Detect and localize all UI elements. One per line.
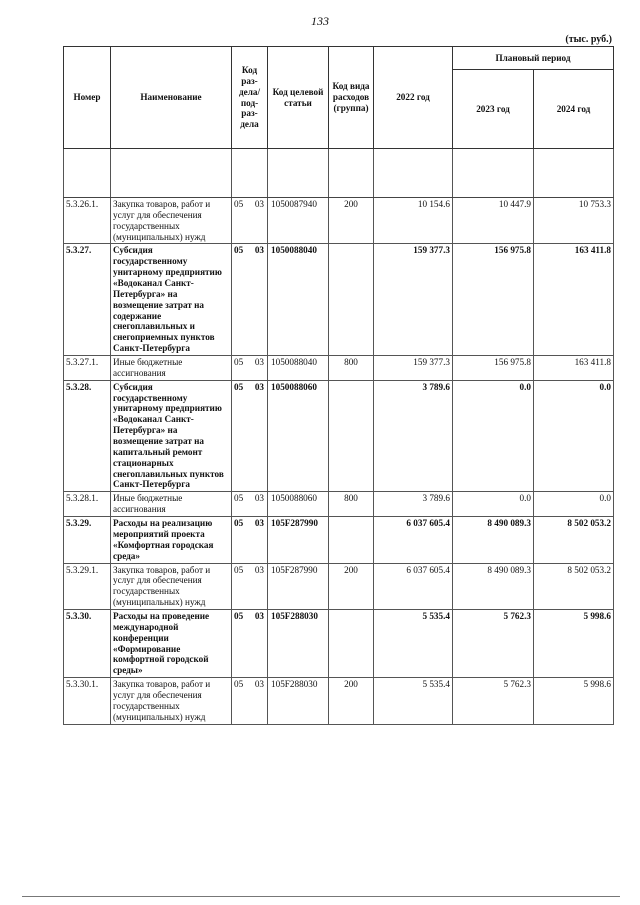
row-section: 05 xyxy=(234,518,244,529)
row-section: 05 xyxy=(234,381,244,392)
row-amount-2023: 0.0 xyxy=(453,492,534,517)
row-number: 5.3.27.1. xyxy=(64,356,111,381)
header-target-code: Код целевой статьи xyxy=(268,47,329,149)
table-row xyxy=(64,198,614,244)
row-name: Субсидия государственному унитарному предприятию «Водоканал Санкт-Петербурга» на возмещение затрат на капитальный ремонт стационарных снегоплавильных пунктов Санкт-Петербурга xyxy=(111,380,232,492)
row-name: Закупка товаров, работ и услуг для обеспечения государственных (муниципальных) нужд xyxy=(111,563,232,609)
row-subsection: 03 xyxy=(254,610,264,621)
row-subsection: 03 xyxy=(254,679,264,690)
table-row xyxy=(64,517,614,563)
row-name: Закупка товаров, работ и услуг для обеспечения государственных (муниципальных) нужд xyxy=(111,198,232,244)
row-amount-2024: 0.0 xyxy=(534,380,614,492)
row-section-code xyxy=(232,244,268,356)
row-section-code xyxy=(232,492,268,517)
row-section-code xyxy=(232,678,268,724)
row-amount-2023: 8 490 089.3 xyxy=(453,563,534,609)
row-amount-2024: 5 998.6 xyxy=(534,609,614,677)
budget-table xyxy=(63,46,614,725)
row-name: Расходы на проведение международной конференции «Формирование комфортной городской среды» xyxy=(111,609,232,677)
row-amount-2022: 159 377.3 xyxy=(374,244,453,356)
row-amount-2022: 10 154.6 xyxy=(374,198,453,244)
header-year-2023: 2023 год xyxy=(453,70,534,149)
units-label: (тыс. руб.) xyxy=(565,34,612,45)
row-number: 5.3.28.1. xyxy=(64,492,111,517)
row-name: Иные бюджетные ассигнования xyxy=(111,356,232,381)
row-number: 5.3.29. xyxy=(64,517,111,563)
table-row xyxy=(64,492,614,517)
row-expense-type: 800 xyxy=(329,356,374,381)
table-row xyxy=(64,609,614,677)
table-body xyxy=(64,198,614,725)
row-subsection: 03 xyxy=(254,564,264,575)
row-amount-2024: 5 998.6 xyxy=(534,678,614,724)
row-target-code: 1050088040 xyxy=(268,244,329,356)
row-number: 5.3.26.1. xyxy=(64,198,111,244)
header-year-2022: 2022 год xyxy=(374,47,453,149)
row-section-code xyxy=(232,380,268,492)
row-amount-2022: 6 037 605.4 xyxy=(374,563,453,609)
row-section: 05 xyxy=(234,679,244,690)
bottom-rule xyxy=(22,896,620,897)
header-year-2024: 2024 год xyxy=(534,70,614,149)
row-amount-2022: 3 789.6 xyxy=(374,492,453,517)
row-target-code: 1050088060 xyxy=(268,380,329,492)
table-row xyxy=(64,356,614,381)
row-expense-type: 200 xyxy=(329,678,374,724)
row-subsection: 03 xyxy=(254,518,264,529)
row-section-code xyxy=(232,356,268,381)
row-expense-type: 200 xyxy=(329,563,374,609)
row-subsection: 03 xyxy=(254,357,264,368)
row-amount-2024: 8 502 053.2 xyxy=(534,517,614,563)
table-row xyxy=(64,380,614,492)
row-section: 05 xyxy=(234,357,244,368)
table-row xyxy=(64,244,614,356)
row-subsection: 03 xyxy=(254,493,264,504)
header-spacer xyxy=(64,149,614,198)
row-number: 5.3.27. xyxy=(64,244,111,356)
table-row xyxy=(64,563,614,609)
row-target-code: 105F288030 xyxy=(268,609,329,677)
row-amount-2023: 10 447.9 xyxy=(453,198,534,244)
row-amount-2023: 156 975.8 xyxy=(453,356,534,381)
row-amount-2023: 5 762.3 xyxy=(453,609,534,677)
header-name: Наименование xyxy=(111,47,232,149)
table-row xyxy=(64,678,614,724)
row-subsection: 03 xyxy=(254,245,264,256)
row-amount-2024: 163 411.8 xyxy=(534,244,614,356)
row-subsection: 03 xyxy=(254,381,264,392)
row-amount-2023: 156 975.8 xyxy=(453,244,534,356)
row-section-code xyxy=(232,198,268,244)
row-target-code: 1050088040 xyxy=(268,356,329,381)
page-number: 133 xyxy=(311,14,329,28)
header-number: Номер xyxy=(64,47,111,149)
row-target-code: 1050088060 xyxy=(268,492,329,517)
row-number: 5.3.30. xyxy=(64,609,111,677)
row-amount-2023: 8 490 089.3 xyxy=(453,517,534,563)
row-name: Иные бюджетные ассигнования xyxy=(111,492,232,517)
row-section: 05 xyxy=(234,245,244,256)
row-amount-2024: 163 411.8 xyxy=(534,356,614,381)
row-section: 05 xyxy=(234,564,244,575)
row-target-code: 105F287990 xyxy=(268,517,329,563)
row-amount-2024: 8 502 053.2 xyxy=(534,563,614,609)
row-name: Расходы на реализацию мероприятий проекта «Комфортная городская среда» xyxy=(111,517,232,563)
row-target-code: 105F287990 xyxy=(268,563,329,609)
row-section-code xyxy=(232,517,268,563)
row-expense-type: 800 xyxy=(329,492,374,517)
row-amount-2022: 159 377.3 xyxy=(374,356,453,381)
row-name: Субсидия государственному унитарному предприятию «Водоканал Санкт-Петербурга» на возмещение затрат на содержание снегоплавильных и снегоприемных пунктов Санкт-Петербурга xyxy=(111,244,232,356)
row-section-code xyxy=(232,609,268,677)
row-amount-2022: 5 535.4 xyxy=(374,609,453,677)
row-section: 05 xyxy=(234,493,244,504)
row-subsection: 03 xyxy=(254,199,264,209)
header-planned-period: Плановый период xyxy=(453,47,614,70)
row-number: 5.3.30.1. xyxy=(64,678,111,724)
row-target-code: 105F288030 xyxy=(268,678,329,724)
row-expense-type xyxy=(329,244,374,356)
row-amount-2024: 0.0 xyxy=(534,492,614,517)
row-expense-type xyxy=(329,609,374,677)
row-expense-type xyxy=(329,517,374,563)
row-number: 5.3.29.1. xyxy=(64,563,111,609)
row-expense-type: 200 xyxy=(329,198,374,244)
header-section-code: Код раз- дела/ под- раз- дела xyxy=(232,47,268,149)
row-section: 05 xyxy=(234,199,244,209)
row-section-code xyxy=(232,563,268,609)
row-amount-2022: 5 535.4 xyxy=(374,678,453,724)
row-expense-type xyxy=(329,380,374,492)
row-amount-2022: 6 037 605.4 xyxy=(374,517,453,563)
row-amount-2024: 10 753.3 xyxy=(534,198,614,244)
row-amount-2023: 0.0 xyxy=(453,380,534,492)
header-expense-type-code: Код вида расходов (группа) xyxy=(329,47,374,149)
row-amount-2022: 3 789.6 xyxy=(374,380,453,492)
row-section: 05 xyxy=(234,610,244,621)
row-target-code: 1050087940 xyxy=(268,198,329,244)
row-name: Закупка товаров, работ и услуг для обеспечения государственных (муниципальных) нужд xyxy=(111,678,232,724)
row-number: 5.3.28. xyxy=(64,380,111,492)
row-amount-2023: 5 762.3 xyxy=(453,678,534,724)
